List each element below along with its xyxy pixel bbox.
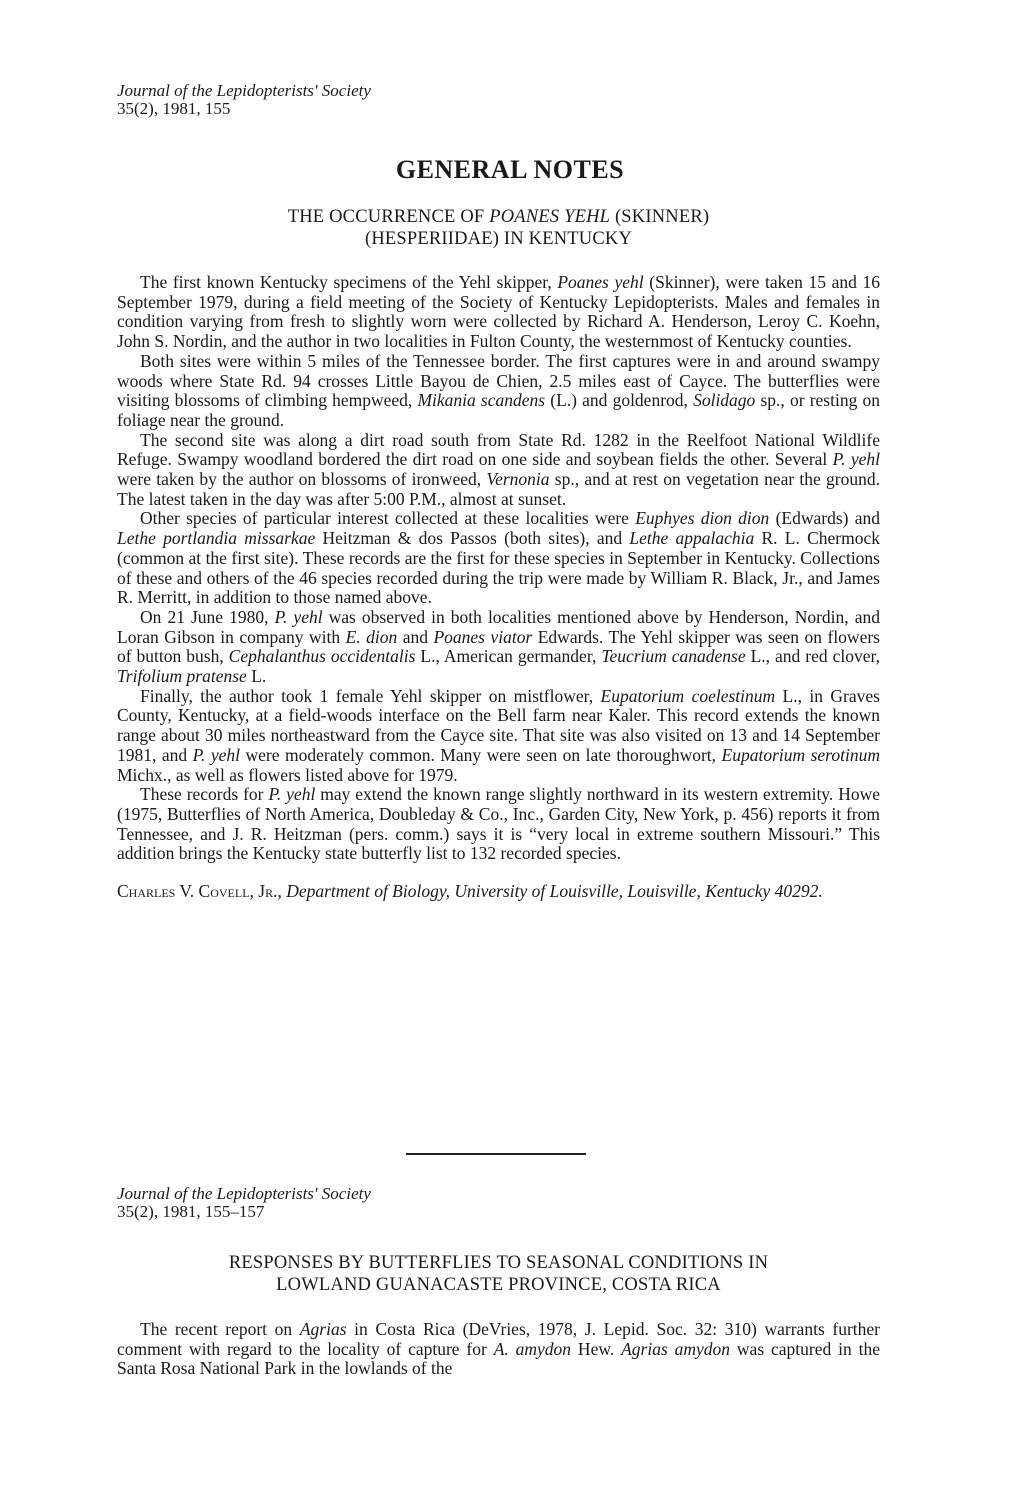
journal-name: Journal of the Lepidopterists' Society [117, 1184, 371, 1203]
paragraph: The first known Kentucky specimens of the Yehl skipper, Poanes yehl (Skinner), were taken 15 and 16 September 1979, during a field meeting of the Society of Kentucky Lepidopterists. Males and females in condition varying from fresh to slightly worn were collected by Richard A. Henderson, Leroy C. Koehn, John S. Nordin, and the author in two localities in Fulton County, the westernmost of Kentucky counties. [117, 272, 881, 352]
paragraph: On 21 June 1980, P. yehl was observed in both localities mentioned above by Henderson, Nordin, and Loran Gibson in company with E. dion and Poanes viator Edwards. The Yehl skipper was seen on flowers of button bush, Cephalanthus occidentalis L., American germander, Teucrium canadense L., and red clover, Trifolium pratense L. [117, 606, 880, 687]
article-title-2: RESPONSES BY BUTTERFLIES TO SEASONAL CONDITIONS IN LOWLAND GUANACASTE PROVINCE, COSTA RICA [228, 1253, 769, 1295]
section-title: GENERAL NOTES [395, 155, 625, 184]
paragraph: Other species of particular interest collected at these localities were Euphyes dion dion (Edwards) and Lethe portlandia missarkae Heitzman & dos Passos (both sites), and Lethe appalachia R. L. Chermock (common at the first site). These records are the first for these species in September in Kentucky. Collections of these and others of the 46 species recorded during the trip were made by William R. Black, Jr., and James R. Merritt, in addition to those named above. [117, 508, 881, 608]
article-body-2 [117, 1320, 880, 1379]
paragraph: Both sites were within 5 miles of the Tennessee border. The first captures were in and around swampy woods where State Rd. 94 crosses Little Bayou de Chien, 2.5 miles east of Cayce. The butterflies were visiting blossoms of climbing hempweed, Mikania scandens (L.) and goldenrod, Solidago sp., or resting on foliage near the ground. [117, 350, 880, 430]
article-title: THE OCCURRENCE OF POANES YEHL (SKINNER) (HESPERIIDAE) IN KENTUCKY [287, 207, 710, 249]
author-signature: Charles V. Covell, Jr., Department of Biology, University of Louisville, Louisville, Kentucky 40292. [117, 881, 823, 902]
author-affiliation: Department of Biology, University of Louisville, Louisville, Kentucky 40292. [286, 881, 823, 902]
section-divider [406, 1153, 586, 1155]
paragraph: These records for P. yehl may extend the known range slightly northward in its western extremity. Howe (1975, Butterflies of North America, Doubleday & Co., Inc., Garden City, New York, p. 456) reports it from Tennessee, and J. R. Heitzman (pers. comm.) says it is “very local in extreme southern Missouri.” This addition brings the Kentucky state butterfly list to 132 recorded species. [117, 784, 880, 864]
paragraph: The second site was along a dirt road south from State Rd. 1282 in the Reelfoot National Wildlife Refuge. Swampy woodland bordered the dirt road on one side and soybean fields the other. Several P. yehl were taken by the author on blossoms of ironweed, Vernonia sp., and at rest on vegetation near the ground. The latest taken in the day was after 5:00 P.M., almost at sunset. [117, 429, 880, 509]
paragraph: The recent report on Agrias in Costa Rica (DeVries, 1978, J. Lepid. Soc. 32: 310) warrants further comment with regard to the locality of capture for A. amydon Hew. Agrias amydon was captured in the Santa Rosa National Park in the lowlands of the [117, 1319, 881, 1379]
author-name: Charles V. Covell, Jr. [117, 881, 278, 902]
journal-header-2 [117, 1185, 880, 1221]
journal-header [117, 82, 880, 118]
paragraph: Finally, the author took 1 female Yehl skipper on mistflower, Eupatorium coelestinum L., in Graves County, Kentucky, at a field-woods interface on the Bell farm near Kaler. This record extends the known range about 30 miles northeastward from the Cayce site. That site was also visited on 13 and 14 September 1981, and P. yehl were moderately common. Many were seen on late thoroughwort, Eupatorium serotinum Michx., as well as flowers listed above for 1979. [117, 685, 880, 785]
article-body [117, 273, 880, 902]
journal-citation: 35(2), 1981, 155 [117, 99, 231, 118]
journal-citation: 35(2), 1981, 155–157 [117, 1202, 265, 1221]
journal-name: Journal of the Lepidopterists' Society [117, 81, 371, 100]
title-species: POANES YEHL [489, 207, 611, 227]
